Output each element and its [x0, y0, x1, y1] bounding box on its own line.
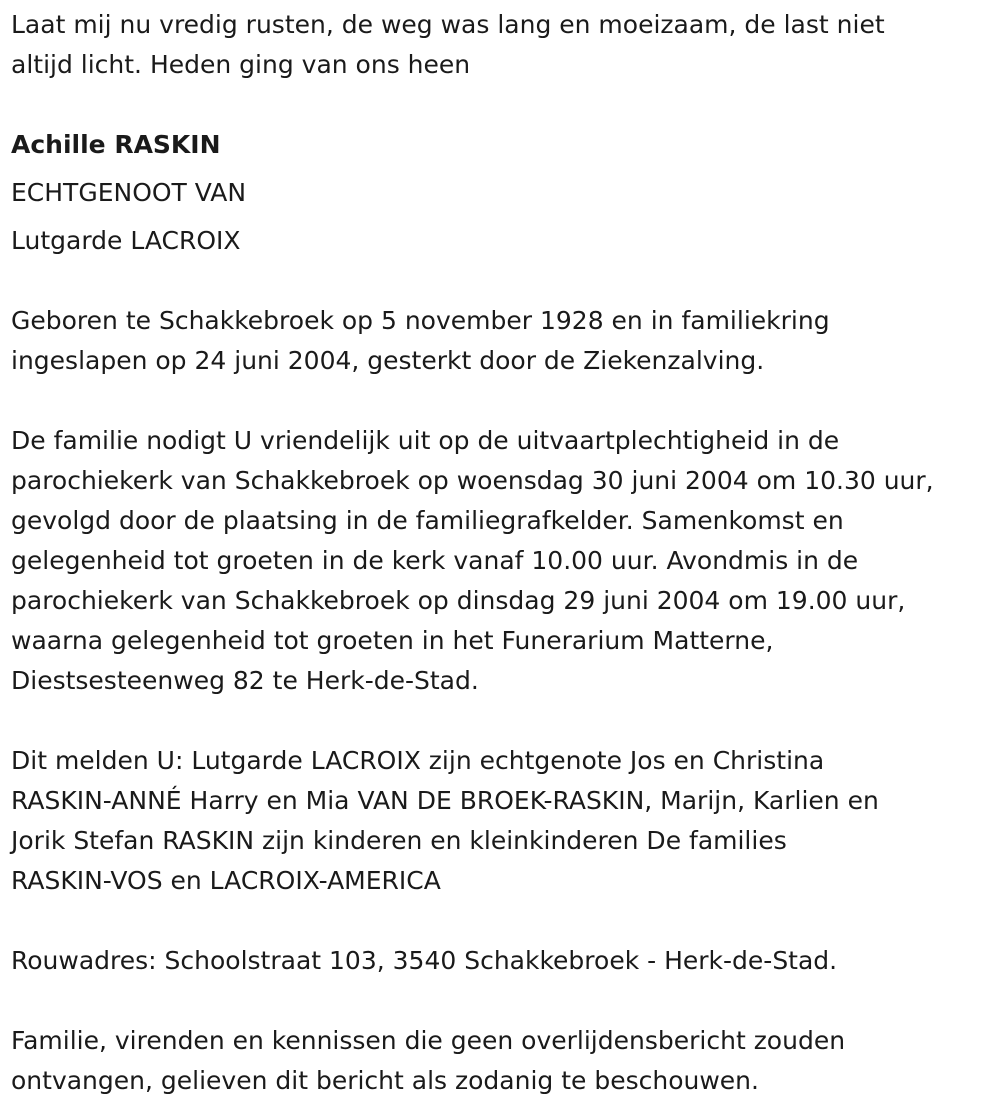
- deceased-name: Achille RASKIN: [11, 130, 221, 159]
- ceremony-line: gelegenheid tot groeten in de kerk vanaf 10.00 uur. Avondmis in de: [11, 546, 859, 575]
- ceremony-line: gevolgd door de plaatsing in de familiegrafkelder. Samenkomst en: [11, 506, 844, 535]
- opening-line: altijd licht. Heden ging van ons heen: [11, 50, 471, 79]
- birth-death-line: ingeslapen op 24 juni 2004, gesterkt door de Ziekenzalving.: [11, 346, 765, 375]
- spouse-name: Lutgarde LACROIX: [11, 226, 241, 255]
- relation-label: ECHTGENOOT VAN: [11, 178, 247, 207]
- opening-paragraph: [11, 5, 986, 85]
- announcers-line: Jorik Stefan RASKIN zijn kinderen en kleinkinderen De families: [11, 826, 787, 855]
- ceremony-line: Diestsesteenweg 82 te Herk-de-Stad.: [11, 666, 479, 695]
- birth-death-line: Geboren te Schakkebroek op 5 november 1928 en in familiekring: [11, 306, 830, 335]
- announcers-line: RASKIN-VOS en LACROIX-AMERICA: [11, 866, 441, 895]
- deceased-block: [11, 125, 986, 261]
- address-paragraph: [11, 941, 986, 981]
- closing-paragraph: [11, 1021, 986, 1101]
- birth-death-paragraph: [11, 301, 986, 381]
- opening-line: Laat mij nu vredig rusten, de weg was lang en moeizaam, de last niet: [11, 10, 885, 39]
- announcers-line: Dit melden U: Lutgarde LACROIX zijn echtgenote Jos en Christina: [11, 746, 825, 775]
- ceremony-line: De familie nodigt U vriendelijk uit op de uitvaartplechtigheid in de: [11, 426, 840, 455]
- closing-line: Familie, virenden en kennissen die geen overlijdensbericht zouden: [11, 1026, 846, 1055]
- announcers-paragraph: [11, 741, 986, 901]
- ceremony-paragraph: [11, 421, 986, 701]
- ceremony-line: parochiekerk van Schakkebroek op dinsdag 29 juni 2004 om 19.00 uur,: [11, 586, 906, 615]
- mourning-address: Rouwadres: Schoolstraat 103, 3540 Schakkebroek - Herk-de-Stad.: [11, 946, 838, 975]
- ceremony-line: waarna gelegenheid tot groeten in het Funerarium Matterne,: [11, 626, 774, 655]
- ceremony-line: parochiekerk van Schakkebroek op woensdag 30 juni 2004 om 10.30 uur,: [11, 466, 934, 495]
- announcers-line: RASKIN-ANNÉ Harry en Mia VAN DE BROEK-RASKIN, Marijn, Karlien en: [11, 786, 879, 815]
- closing-line: ontvangen, gelieven dit bericht als zodanig te beschouwen.: [11, 1066, 759, 1095]
